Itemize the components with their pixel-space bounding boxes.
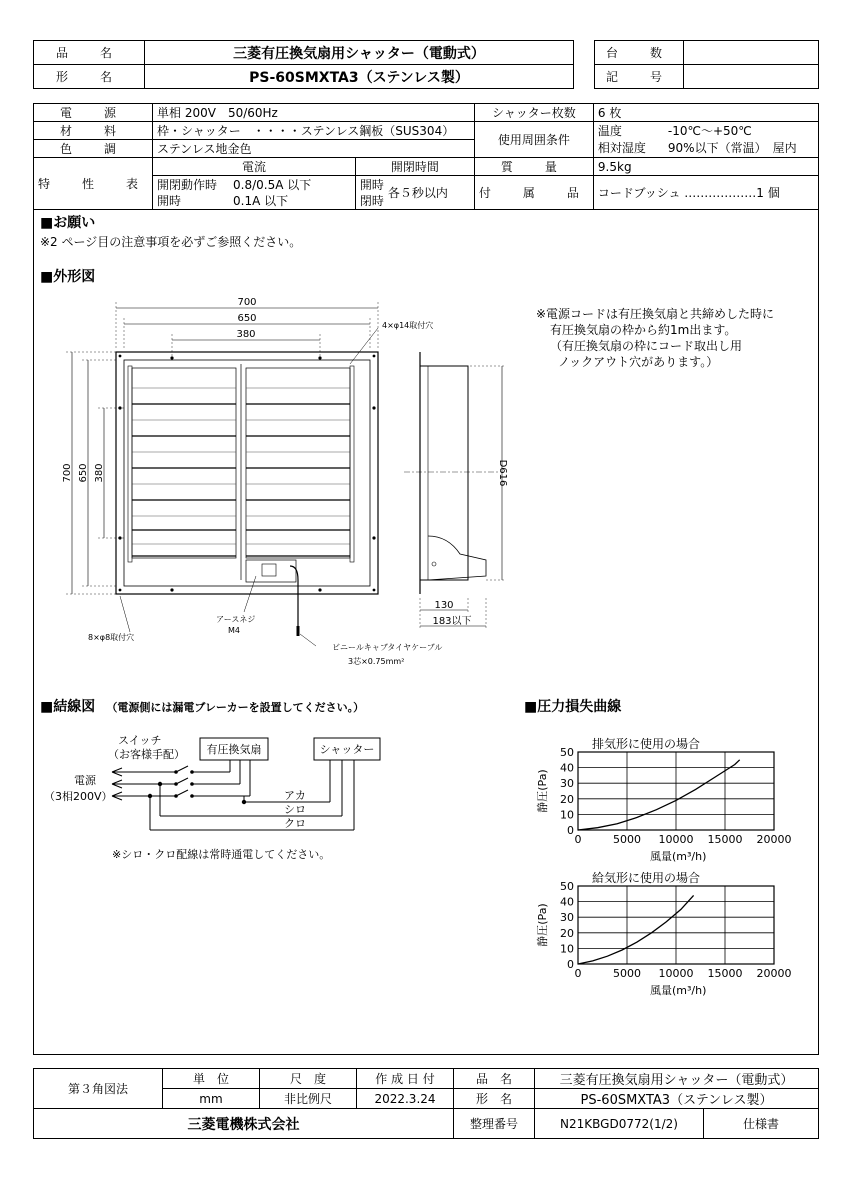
product-label: 品 名 — [34, 41, 145, 65]
x-axis-label: 風量(m³/h) — [650, 850, 707, 863]
x-tick-label: 5000 — [613, 967, 641, 980]
footer-product-value: 三菱有圧換気扇用シャッター（電動式） — [535, 1069, 819, 1089]
x-tick-label: 15000 — [707, 967, 743, 980]
dim-380: 380 — [236, 329, 256, 340]
ref-value: N21KBGD0772(1/2) — [535, 1109, 704, 1139]
open-current-label: 開時 — [157, 193, 182, 208]
wiring-heading: ■結線図 — [40, 699, 96, 715]
color-label: 色 調 — [34, 140, 153, 158]
request-text: ※2 ページ目の注意事項を必ずご参照ください。 — [40, 235, 302, 249]
x-tick-label: 15000 — [707, 833, 743, 846]
dim-v380: 380 — [94, 463, 105, 483]
date-label: 作 成 日 付 — [357, 1069, 454, 1089]
scale-label: 尺 度 — [260, 1069, 357, 1089]
open-time-label: 開時 — [359, 177, 384, 192]
dim-650: 650 — [237, 313, 257, 324]
y-tick-label: 30 — [560, 911, 574, 925]
outline-note-3: （有圧換気扇の枠にコード取出し用 — [550, 339, 743, 353]
y-tick-label: 40 — [560, 895, 574, 909]
y-tick-label: 20 — [560, 926, 574, 940]
material-label: 材 料 — [34, 122, 153, 140]
time-header: 開閉時間 — [355, 158, 474, 176]
earth-label-1: アースネジ — [216, 615, 256, 624]
dim-616: D616 — [497, 459, 508, 487]
shutter-count-label: シャッター枚数 — [474, 104, 593, 122]
company-name: 三菱電機株式会社 — [34, 1109, 454, 1139]
projection: 第３角図法 — [34, 1069, 163, 1109]
close-time-label: 閉時 — [359, 193, 384, 208]
power-label-1: 電源 — [74, 774, 96, 787]
footer-model-value: PS-60SMXTA3（ステンレス製） — [535, 1089, 819, 1109]
dim-v650: 650 — [78, 463, 89, 483]
hole8-label: 8×φ8取付穴 — [88, 633, 135, 642]
power-value: 単相 200V 50/60Hz — [153, 104, 475, 122]
y-tick-label: 10 — [560, 942, 574, 956]
unit-label: 単 位 — [163, 1069, 260, 1089]
shutter-count-value: 6 枚 — [593, 104, 818, 122]
earth-label-2: M4 — [228, 626, 240, 635]
pressure-heading: ■圧力損失曲線 — [524, 699, 622, 715]
outline-notes — [536, 306, 774, 370]
doc-type: 仕様書 — [704, 1109, 819, 1139]
wire-shiro: シロ — [284, 803, 306, 816]
dim-700: 700 — [237, 297, 257, 308]
outline-note-1: ※電源コードは有圧換気扇と共締めした時に — [536, 307, 775, 321]
current-header: 電流 — [153, 158, 356, 176]
model-label: 形 名 — [34, 65, 145, 89]
op-current-value: 0.8/0.5A 以下 — [233, 177, 312, 192]
footer-table — [33, 1068, 819, 1139]
humidity-label: 相対湿度 — [597, 140, 646, 155]
request-heading: ■お願い — [40, 215, 96, 231]
time-value: 各５秒以内 — [387, 185, 448, 200]
accessory-value: コードブッシュ ………………1 個 — [593, 176, 818, 210]
y-tick-label: 50 — [560, 880, 574, 893]
switch-label-1: スイッチ — [118, 734, 162, 747]
material-value: 枠・シャッター ・・・・ステンレス鋼板（SUS304） — [153, 122, 475, 140]
humidity-value: 90%以下（常温） 屋内 — [667, 140, 797, 155]
y-tick-label: 40 — [560, 761, 574, 775]
y-tick-label: 10 — [560, 808, 574, 822]
mass-value: 9.5kg — [593, 158, 818, 176]
wiring-diagram — [0, 720, 460, 860]
chart-title: 給気形に使用の場合 — [592, 871, 701, 885]
x-tick-label: 0 — [574, 967, 582, 980]
accessory-label: 付 属 品 — [474, 176, 593, 210]
cable-label-2: 3芯×0.75mm² — [348, 657, 405, 666]
chart-exhaust — [530, 734, 800, 864]
x-tick-label: 0 — [574, 833, 582, 846]
unit-value: mm — [163, 1089, 260, 1109]
footer-product-label: 品 名 — [454, 1069, 535, 1089]
x-tick-label: 5000 — [613, 833, 641, 846]
ref-label: 整理番号 — [454, 1109, 535, 1139]
wiring-heading-row — [40, 696, 364, 716]
date-value: 2022.3.24 — [357, 1089, 454, 1109]
open-current-value: 0.1A 以下 — [233, 193, 289, 208]
dim-130: 130 — [434, 600, 454, 611]
x-tick-label: 20000 — [756, 967, 792, 980]
y-tick-label: 0 — [567, 824, 574, 837]
dim-v700: 700 — [62, 463, 73, 483]
fan-label: 有圧換気扇 — [206, 743, 262, 756]
op-current-label: 開閉動作時 — [157, 177, 218, 192]
outline-heading: ■外形図 — [40, 269, 96, 285]
curve-line — [578, 760, 740, 830]
shutter-label: シャッター — [319, 743, 375, 756]
model-value: PS-60SMXTA3（ステンレス製） — [145, 65, 574, 89]
chart-title: 排気形に使用の場合 — [592, 737, 701, 751]
cable-label-1: ビニールキャブタイヤケーブル — [332, 643, 443, 652]
y-tick-label: 30 — [560, 777, 574, 791]
wire-aka: アカ — [284, 789, 306, 802]
chart-supply — [530, 868, 800, 998]
y-axis-label: 静圧(Pa) — [536, 903, 549, 947]
temp-label: 温度 — [597, 123, 622, 138]
outline-note-2: 有圧換気扇の枠から約1m出ます。 — [550, 323, 737, 337]
dim-183: 183以下 — [432, 616, 472, 627]
footer-model-label: 形 名 — [454, 1089, 535, 1109]
hole4-label: 4×φ14取付穴 — [382, 321, 434, 330]
power-label: 電 源 — [34, 104, 153, 122]
x-tick-label: 10000 — [658, 833, 694, 846]
y-tick-label: 20 — [560, 792, 574, 806]
power-label-2: （3相200V） — [44, 790, 113, 803]
product-value: 三菱有圧換気扇用シャッター（電動式） — [145, 41, 574, 65]
y-axis-label: 静圧(Pa) — [536, 769, 549, 813]
x-tick-label: 10000 — [658, 967, 694, 980]
x-tick-label: 20000 — [756, 833, 792, 846]
wiring-sub: （電源側には漏電ブレーカーを設置してください。） — [106, 701, 365, 714]
char-label: 特 性 表 — [34, 158, 153, 210]
mass-label: 質 量 — [474, 158, 593, 176]
x-axis-label: 風量(m³/h) — [650, 984, 707, 997]
outline-note-4: ノックアウト穴があります。） — [558, 355, 719, 369]
wire-kuro: クロ — [284, 817, 306, 830]
wiring-note: ※シロ・クロ配線は常時通電してください。 — [112, 848, 331, 861]
color-value: ステンレス地金色 — [153, 140, 475, 158]
y-tick-label: 50 — [560, 746, 574, 759]
mark-label: 記 号 — [595, 65, 684, 89]
qty-label: 台 数 — [595, 41, 684, 65]
env-label: 使用周囲条件 — [474, 122, 593, 158]
scale-value: 非比例尺 — [260, 1089, 357, 1109]
y-tick-label: 0 — [567, 958, 574, 971]
switch-label-2: （お客様手配） — [108, 748, 185, 761]
temp-value: -10℃～+50℃ — [667, 123, 752, 138]
